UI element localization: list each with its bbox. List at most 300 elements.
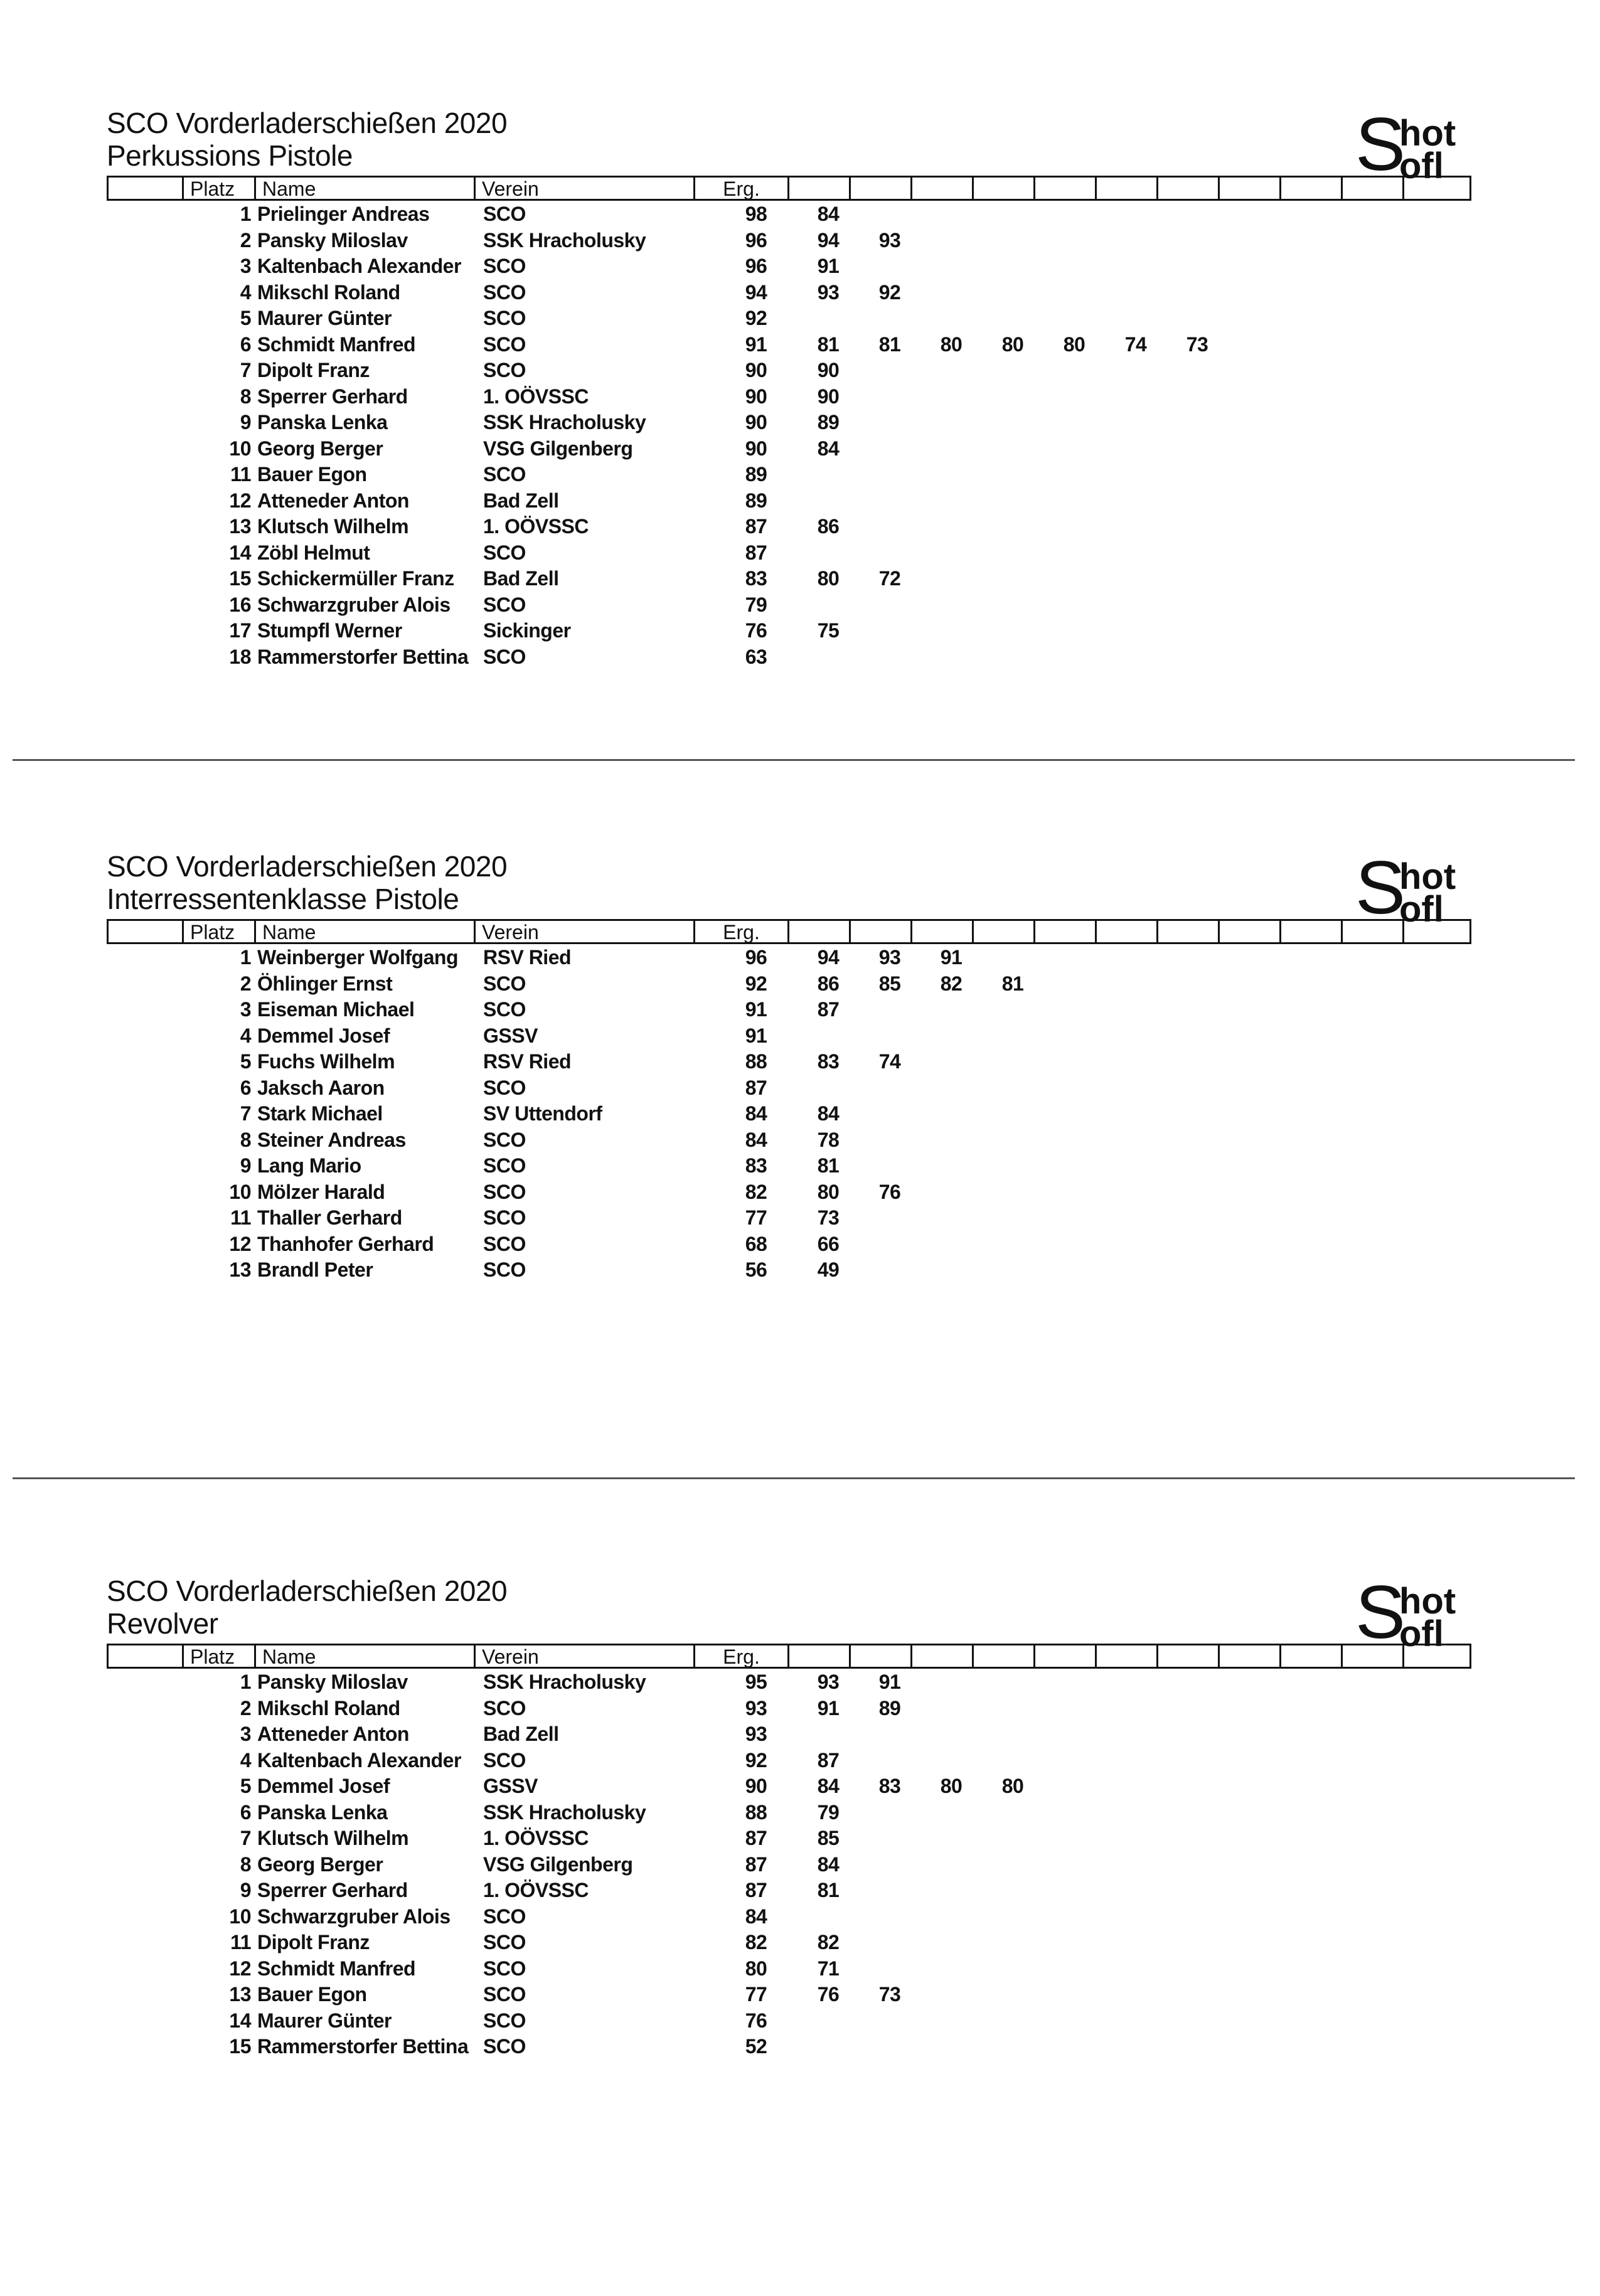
result-score: 82 — [745, 1180, 767, 1203]
additional-score: 80 — [940, 1775, 963, 1797]
result-score: 84 — [745, 1128, 767, 1151]
shooter-name: Sperrer Gerhard — [257, 1879, 408, 1901]
additional-score: 80 — [1001, 332, 1024, 356]
shooter-name: Maurer Günter — [257, 2009, 392, 2032]
rank: 2 — [240, 228, 251, 252]
additional-score: 94 — [817, 946, 840, 969]
shooter-name: Georg Berger — [257, 1852, 383, 1876]
club-name: SCO — [483, 280, 526, 304]
result-score: 52 — [745, 2035, 767, 2058]
table-row — [0, 644, 1600, 670]
header-cell-erg: Erg. — [695, 178, 789, 199]
result-score: 89 — [745, 463, 767, 486]
rank: 11 — [230, 1206, 251, 1229]
shooter-name: Demmel Josef — [257, 1775, 390, 1797]
table-row — [0, 1152, 1600, 1179]
result-score: 93 — [745, 1723, 767, 1745]
additional-score: 91 — [817, 255, 840, 277]
result-score: 87 — [745, 1076, 767, 1099]
rank: 13 — [229, 1983, 251, 2006]
rank: 4 — [240, 1024, 251, 1047]
result-score: 84 — [745, 1102, 767, 1125]
table-row — [0, 1799, 1600, 1826]
header-cell-blank — [1281, 1645, 1343, 1667]
additional-score: 81 — [817, 332, 840, 356]
header-cell-blank — [1281, 178, 1343, 199]
club-name: SV Uttendorf — [483, 1102, 602, 1125]
table-row — [0, 944, 1600, 970]
header-cell-platz: Platz — [184, 1645, 256, 1667]
additional-score: 86 — [817, 515, 840, 538]
result-score: 90 — [745, 359, 767, 381]
additional-score: 85 — [878, 972, 901, 995]
shooter-name: Demmel Josef — [257, 1024, 390, 1047]
header-cell-blank — [851, 178, 912, 199]
rank: 12 — [229, 489, 251, 512]
rank: 1 — [240, 203, 251, 225]
additional-score: 83 — [878, 1775, 901, 1797]
additional-score: 73 — [817, 1206, 840, 1229]
rank: 2 — [240, 972, 251, 995]
header-cell-blank — [1343, 1645, 1404, 1667]
result-score: 92 — [745, 972, 767, 995]
additional-score: 89 — [817, 411, 840, 433]
shotofl-logo — [1355, 102, 1475, 186]
club-name: SSK Hracholusky — [483, 228, 646, 252]
additional-score: 91 — [817, 1696, 840, 1719]
rank: 16 — [229, 593, 251, 616]
table-row — [0, 331, 1600, 358]
additional-score: 84 — [817, 1852, 840, 1876]
shooter-name: Kaltenbach Alexander — [257, 255, 461, 277]
additional-score: 84 — [817, 437, 840, 460]
header-cell-blank — [789, 921, 851, 942]
header-cell-blank — [1035, 921, 1097, 942]
result-score: 91 — [745, 998, 767, 1021]
shooter-name: Weinberger Wolfgang — [257, 946, 458, 969]
additional-score: 94 — [817, 228, 840, 252]
club-name: SCO — [483, 1154, 526, 1177]
logo-letter-s: S — [1355, 102, 1406, 186]
club-name: SCO — [483, 255, 526, 277]
rank: 12 — [229, 1232, 251, 1255]
table-row — [0, 1257, 1600, 1283]
result-score: 90 — [745, 437, 767, 460]
club-name: SCO — [483, 1931, 526, 1953]
header-cell-blank — [1158, 1645, 1220, 1667]
additional-score: 80 — [940, 332, 963, 356]
rank: 7 — [240, 359, 251, 381]
logo-letters-top: hot — [1399, 1581, 1456, 1622]
logo-letter-s: S — [1355, 1570, 1406, 1654]
rank: 7 — [240, 1102, 251, 1125]
additional-score: 83 — [817, 1050, 840, 1073]
table-row — [0, 513, 1600, 539]
header-cell-name: Name — [256, 921, 476, 942]
result-score: 92 — [745, 307, 767, 329]
shooter-name: Jaksch Aaron — [257, 1076, 385, 1099]
club-name: SCO — [483, 645, 526, 668]
additional-score: 74 — [878, 1050, 901, 1073]
rank: 4 — [240, 1748, 251, 1772]
result-score: 95 — [745, 1671, 767, 1693]
header-cell-blank — [789, 1645, 851, 1667]
shooter-name: Schmidt Manfred — [257, 1957, 416, 1980]
table-row — [0, 1048, 1600, 1075]
additional-score: 87 — [817, 998, 840, 1021]
header-cell-blank — [974, 1645, 1035, 1667]
club-name: RSV Ried — [483, 1050, 572, 1073]
rank: 15 — [229, 567, 251, 590]
additional-score: 90 — [817, 359, 840, 381]
additional-score: 92 — [878, 280, 901, 304]
shooter-name: Klutsch Wilhelm — [257, 1827, 409, 1849]
table-row — [0, 1100, 1600, 1127]
rank: 1 — [240, 946, 251, 969]
club-name: SCO — [483, 1905, 526, 1928]
rank: 15 — [229, 2035, 251, 2058]
header-cell-verein: Verein — [476, 921, 695, 942]
club-name: SCO — [483, 541, 526, 564]
club-name: Bad Zell — [483, 489, 559, 512]
rank: 5 — [240, 1775, 251, 1797]
result-score: 87 — [745, 515, 767, 538]
additional-score: 80 — [817, 567, 840, 590]
club-name: VSG Gilgenberg — [483, 1852, 633, 1876]
club-name: GSSV — [483, 1024, 538, 1047]
header-cell-blank — [109, 921, 184, 942]
shooter-name: Panska Lenka — [257, 1800, 388, 1824]
table-row — [0, 1747, 1600, 1773]
club-name: SCO — [483, 1076, 526, 1099]
shooter-name: Schmidt Manfred — [257, 332, 416, 356]
table-row — [0, 357, 1600, 383]
shooter-name: Mikschl Roland — [257, 1696, 400, 1719]
header-cell-blank — [1404, 178, 1466, 199]
result-score: 84 — [745, 1905, 767, 1928]
shooter-name: Schwarzgruber Alois — [257, 1905, 451, 1928]
rank: 9 — [240, 411, 251, 433]
header-cell-blank — [1158, 178, 1220, 199]
shooter-name: Stumpfl Werner — [257, 619, 402, 642]
shotofl-logo — [1355, 1570, 1475, 1654]
result-score: 96 — [745, 255, 767, 277]
shooter-name: Kaltenbach Alexander — [257, 1748, 461, 1772]
additional-score: 73 — [878, 1983, 901, 2006]
shooter-name: Rammerstorfer Bettina — [257, 645, 469, 668]
result-score: 92 — [745, 1748, 767, 1772]
additional-score: 76 — [817, 1983, 840, 2006]
additional-score: 71 — [817, 1957, 840, 1980]
shooter-name: Maurer Günter — [257, 307, 392, 329]
table-header — [107, 176, 1471, 201]
header-cell-blank — [1035, 1645, 1097, 1667]
additional-score: 82 — [817, 1931, 840, 1953]
table-row — [0, 592, 1600, 618]
result-score: 87 — [745, 1879, 767, 1901]
event-title: SCO Vorderladerschießen 2020 — [107, 1575, 508, 1607]
result-score: 90 — [745, 411, 767, 433]
table-row — [0, 565, 1600, 592]
club-name: SCO — [483, 1206, 526, 1229]
rank: 4 — [240, 280, 251, 304]
result-score: 90 — [745, 385, 767, 408]
header-cell-erg: Erg. — [695, 1645, 789, 1667]
additional-score: 66 — [817, 1232, 840, 1255]
shooter-name: Mikschl Roland — [257, 280, 400, 304]
table-row — [0, 201, 1600, 227]
rank: 8 — [240, 385, 251, 408]
table-row — [0, 1851, 1600, 1878]
club-name: SCO — [483, 1258, 526, 1281]
result-score: 89 — [745, 489, 767, 512]
table-row — [0, 1023, 1600, 1049]
results-section — [0, 1570, 1600, 2296]
result-score: 83 — [745, 567, 767, 590]
club-name: 1. OÖVSSC — [483, 515, 589, 538]
shooter-name: Zöbl Helmut — [257, 541, 370, 564]
shooter-name: Fuchs Wilhelm — [257, 1050, 395, 1073]
table-row — [0, 1903, 1600, 1930]
shooter-name: Schickermüller Franz — [257, 567, 454, 590]
result-score: 98 — [745, 203, 767, 225]
class-title: Perkussions Pistole — [107, 139, 353, 172]
table-row — [0, 1075, 1600, 1101]
result-score: 96 — [745, 228, 767, 252]
club-name: SCO — [483, 593, 526, 616]
result-score: 68 — [745, 1232, 767, 1255]
additional-score: 86 — [817, 972, 840, 995]
header-cell-blank — [1343, 921, 1404, 942]
result-score: 80 — [745, 1957, 767, 1980]
rank: 6 — [240, 332, 251, 356]
header-cell-blank — [1220, 1645, 1281, 1667]
additional-score: 90 — [817, 385, 840, 408]
result-score: 90 — [745, 1775, 767, 1797]
table-row — [0, 1721, 1600, 1747]
result-score: 76 — [745, 619, 767, 642]
club-name: VSG Gilgenberg — [483, 437, 633, 460]
club-name: SCO — [483, 1748, 526, 1772]
rank: 8 — [240, 1128, 251, 1151]
club-name: SCO — [483, 1696, 526, 1719]
additional-score: 93 — [878, 228, 901, 252]
results-section — [0, 846, 1600, 1571]
shotofl-logo — [1355, 846, 1475, 930]
result-score: 87 — [745, 541, 767, 564]
club-name: 1. OÖVSSC — [483, 1827, 589, 1849]
table-row — [0, 539, 1600, 566]
additional-score: 93 — [817, 280, 840, 304]
additional-score: 78 — [817, 1128, 840, 1151]
club-name: SCO — [483, 972, 526, 995]
club-name: SCO — [483, 2009, 526, 2032]
logo-letters-bottom: ofl — [1399, 146, 1444, 186]
shooter-name: Stark Michael — [257, 1102, 383, 1125]
table-row — [0, 1877, 1600, 1903]
header-cell-blank — [974, 921, 1035, 942]
table-row — [0, 487, 1600, 514]
shooter-name: Panska Lenka — [257, 411, 388, 433]
table-row — [0, 461, 1600, 487]
shooter-name: Pansky Miloslav — [257, 1671, 408, 1693]
additional-score: 81 — [878, 332, 901, 356]
rank: 6 — [240, 1076, 251, 1099]
additional-score: 74 — [1124, 332, 1147, 356]
additional-score: 80 — [1063, 332, 1085, 356]
rank: 5 — [240, 307, 251, 329]
shooter-name: Bauer Egon — [257, 1983, 367, 2006]
rank: 14 — [229, 2009, 251, 2032]
header-cell-blank — [1220, 178, 1281, 199]
shooter-name: Mölzer Harald — [257, 1180, 385, 1203]
additional-score: 91 — [878, 1671, 901, 1693]
result-score: 87 — [745, 1827, 767, 1849]
event-title: SCO Vorderladerschießen 2020 — [107, 107, 508, 139]
club-name: SCO — [483, 463, 526, 486]
additional-score: 89 — [878, 1696, 901, 1719]
club-name: SCO — [483, 203, 526, 225]
rank: 11 — [230, 1931, 251, 1953]
table-row — [0, 383, 1600, 410]
additional-score: 93 — [817, 1671, 840, 1693]
rank: 2 — [240, 1696, 251, 1719]
rank: 9 — [240, 1879, 251, 1901]
shooter-name: Georg Berger — [257, 437, 383, 460]
header-cell-blank — [974, 178, 1035, 199]
class-title: Revolver — [107, 1607, 218, 1640]
result-score: 94 — [745, 280, 767, 304]
table-row — [0, 1231, 1600, 1257]
table-header — [107, 919, 1471, 944]
club-name: GSSV — [483, 1775, 538, 1797]
shooter-name: Thaller Gerhard — [257, 1206, 402, 1229]
rank: 12 — [229, 1957, 251, 1980]
additional-score: 81 — [817, 1879, 840, 1901]
header-cell-blank — [109, 178, 184, 199]
header-cell-blank — [1035, 178, 1097, 199]
club-name: SCO — [483, 307, 526, 329]
header-cell-platz: Platz — [184, 921, 256, 942]
table-row — [0, 617, 1600, 644]
shooter-name: Atteneder Anton — [257, 489, 409, 512]
rank: 1 — [240, 1671, 251, 1693]
additional-score: 93 — [878, 946, 901, 969]
additional-score: 80 — [817, 1180, 840, 1203]
rank: 3 — [240, 1723, 251, 1745]
shooter-name: Pansky Miloslav — [257, 228, 408, 252]
additional-score: 85 — [817, 1827, 840, 1849]
additional-score: 72 — [878, 567, 901, 590]
header-cell-verein: Verein — [476, 1645, 695, 1667]
club-name: SCO — [483, 1128, 526, 1151]
rank: 3 — [240, 255, 251, 277]
result-score: 88 — [745, 1050, 767, 1073]
event-title: SCO Vorderladerschießen 2020 — [107, 850, 508, 883]
additional-score: 82 — [940, 972, 963, 995]
header-cell-blank — [1097, 921, 1158, 942]
table-row — [0, 1773, 1600, 1799]
rank: 9 — [240, 1154, 251, 1177]
club-name: SSK Hracholusky — [483, 1800, 646, 1824]
rank: 18 — [229, 645, 251, 668]
shooter-name: Rammerstorfer Bettina — [257, 2035, 469, 2058]
club-name: SSK Hracholusky — [483, 1671, 646, 1693]
result-score: 88 — [745, 1800, 767, 1824]
table-row — [0, 2033, 1600, 2059]
additional-score: 80 — [1001, 1775, 1024, 1797]
club-name: RSV Ried — [483, 946, 572, 969]
header-cell-name: Name — [256, 178, 476, 199]
header-cell-blank — [912, 921, 974, 942]
additional-score: 73 — [1186, 332, 1208, 356]
table-header — [107, 1644, 1471, 1669]
header-cell-platz: Platz — [184, 178, 256, 199]
logo-letters-bottom: ofl — [1399, 889, 1444, 930]
rank: 17 — [229, 619, 251, 642]
club-name: SCO — [483, 998, 526, 1021]
shooter-name: Bauer Egon — [257, 463, 367, 486]
additional-score: 84 — [817, 203, 840, 225]
rank: 7 — [240, 1827, 251, 1849]
shooter-name: Dipolt Franz — [257, 1931, 370, 1953]
club-name: Bad Zell — [483, 1723, 559, 1745]
shooter-name: Schwarzgruber Alois — [257, 593, 451, 616]
header-cell-erg: Erg. — [695, 921, 789, 942]
shooter-name: Atteneder Anton — [257, 1723, 409, 1745]
header-cell-blank — [109, 1645, 184, 1667]
table-row — [0, 227, 1600, 253]
table-row — [0, 1127, 1600, 1153]
result-score: 77 — [745, 1983, 767, 2006]
club-name: SCO — [483, 1180, 526, 1203]
additional-score: 49 — [817, 1258, 840, 1281]
table-row — [0, 1695, 1600, 1721]
header-cell-blank — [1158, 921, 1220, 942]
result-score: 82 — [745, 1931, 767, 1953]
result-score: 76 — [745, 2009, 767, 2032]
header-cell-blank — [912, 1645, 974, 1667]
table-row — [0, 2007, 1600, 2034]
rank: 8 — [240, 1852, 251, 1876]
logo-letters-bottom: ofl — [1399, 1613, 1444, 1654]
header-cell-blank — [851, 921, 912, 942]
header-cell-name: Name — [256, 1645, 476, 1667]
logo-letter-s: S — [1355, 846, 1406, 930]
table-row — [0, 253, 1600, 279]
rank: 13 — [229, 515, 251, 538]
club-name: 1. OÖVSSC — [483, 1879, 589, 1901]
club-name: SCO — [483, 1957, 526, 1980]
club-name: 1. OÖVSSC — [483, 385, 589, 408]
result-score: 56 — [745, 1258, 767, 1281]
club-name: Sickinger — [483, 619, 571, 642]
table-row — [0, 1669, 1600, 1695]
rank: 3 — [240, 998, 251, 1021]
table-row — [0, 1204, 1600, 1231]
table-row — [0, 305, 1600, 331]
additional-score: 81 — [1001, 972, 1024, 995]
result-score: 93 — [745, 1696, 767, 1719]
logo-letters-top: hot — [1399, 856, 1456, 897]
table-row — [0, 1179, 1600, 1205]
result-score: 87 — [745, 1852, 767, 1876]
additional-score: 81 — [817, 1154, 840, 1177]
club-name: SCO — [483, 1232, 526, 1255]
additional-score: 76 — [878, 1180, 901, 1203]
logo-letters-top: hot — [1399, 113, 1456, 154]
rank: 10 — [229, 1180, 251, 1203]
